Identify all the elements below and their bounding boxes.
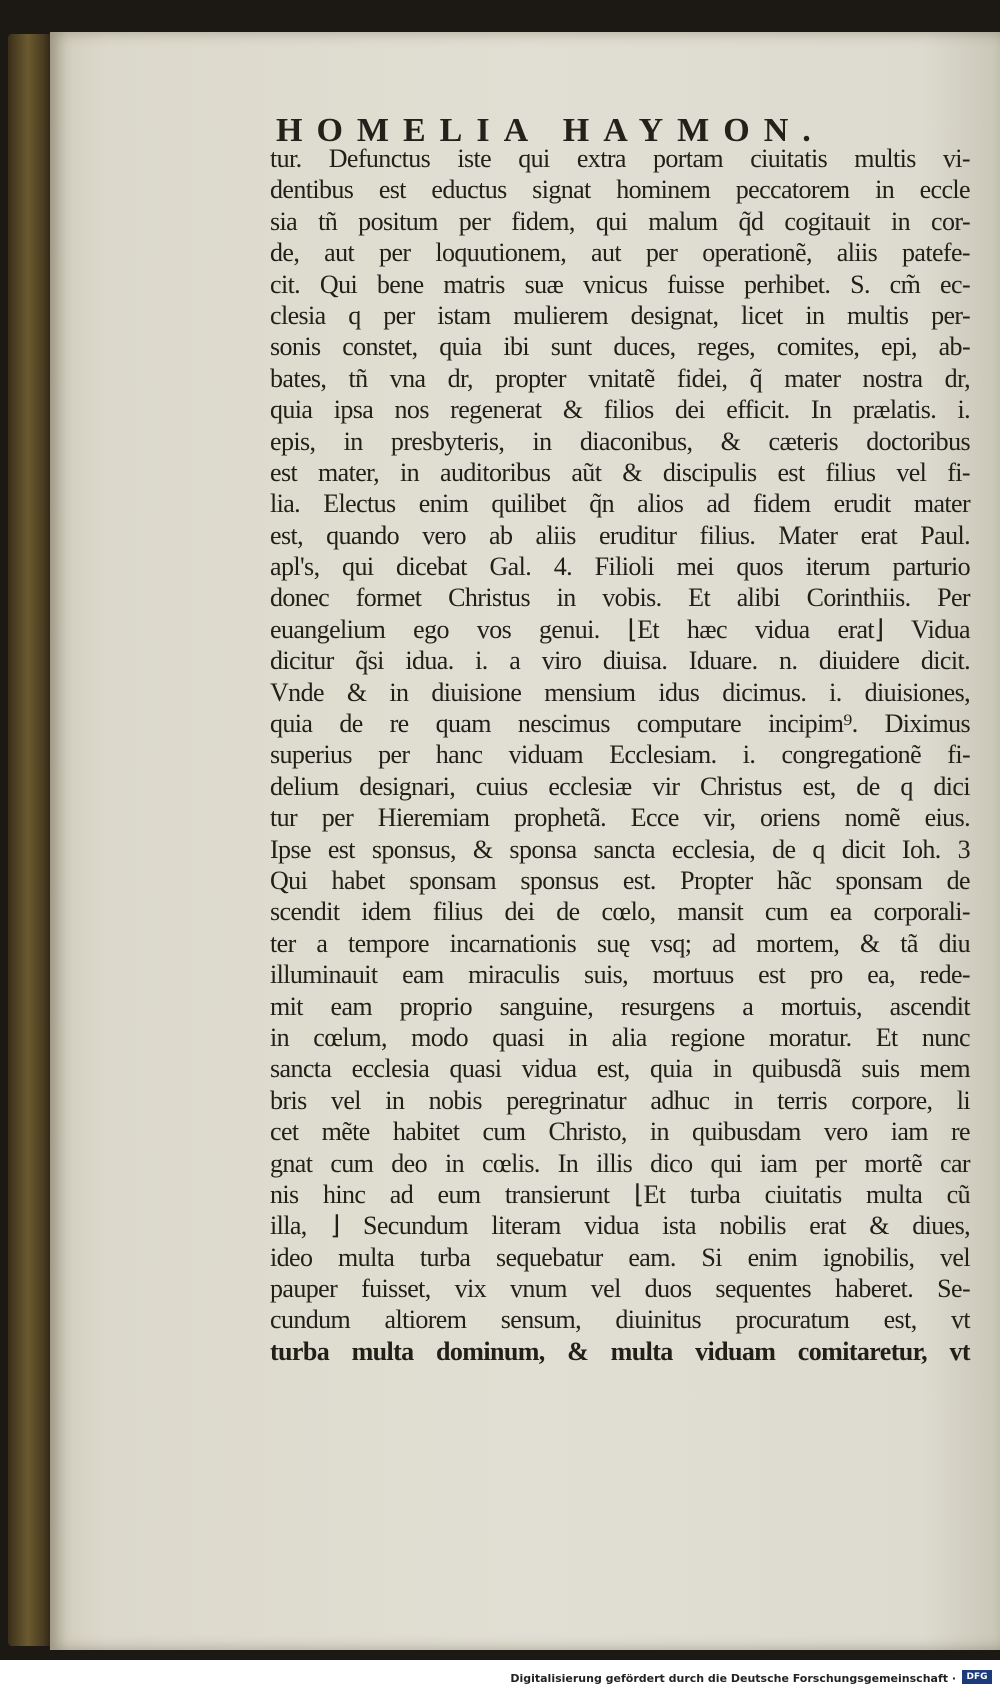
text-line: illuminauit eam miraculis suis, mortuus est pro ea, rede-: [270, 960, 970, 990]
text-line: tur. Defunctus iste qui extra portam ciuitatis multis vi-: [270, 144, 970, 173]
text-line: pauper fuisset, vix vnum vel duos sequentes haberet. Se-: [270, 1274, 970, 1304]
text-line: euangelium ego vos genui. ⌊Et hæc vidua erat⌋ Vidua: [270, 614, 970, 644]
text-line: Qui habet sponsam sponsus est. Propter hãc sponsam de: [270, 865, 970, 895]
dfg-logo: DFG: [962, 1670, 992, 1684]
text-line: tur per Hieremiam prophetã. Ecce vir, oriens nomẽ eius.: [270, 803, 970, 833]
text-line: de, aut per loquutionem, aut per operationẽ, aliis patefe-: [270, 238, 970, 268]
text-line: lia. Electus enim quilibet q̃n alios ad fidem erudit mater: [270, 489, 970, 519]
text-line: turba multa dominum, & multa viduam comitaretur, vt: [270, 1336, 970, 1366]
text-line: sia tñ positum per fidem, qui malum q̃d cogitauit in cor-: [270, 206, 970, 236]
text-line: ideo multa turba sequebatur eam. Si enim ignobilis, vel: [270, 1242, 970, 1272]
text-line: bris vel in nobis peregrinatur adhuc in terris corpore, li: [270, 1085, 970, 1115]
body-text: [270, 143, 970, 1367]
text-line: bates, tñ vna dr, propter vnitatẽ fidei, q̃ mater nostra dr,: [270, 363, 970, 393]
text-line: nis hinc ad eum transierunt ⌊Et turba ciuitatis multa cũ: [270, 1179, 970, 1209]
text-line: epis, in presbyteris, in diaconibus, & cæteris doctoribus: [270, 426, 970, 456]
text-line: mit eam proprio sanguine, resurgens a mortuis, ascendit: [270, 991, 970, 1021]
text-line: est, quando vero ab aliis eruditur filius. Mater erat Paul.: [270, 520, 970, 550]
text-line: scendit idem filius dei de cœlo, mansit cum ea corporali-: [270, 897, 970, 927]
text-line: donec formet Christus in vobis. Et alibi Corinthiis. Per: [270, 583, 970, 613]
text-line: gnat cum deo in cœlis. In illis dico qui iam per mortẽ car: [270, 1148, 970, 1178]
text-line: ter a tempore incarnationis suę vsq; ad mortem, & tã diu: [270, 928, 970, 958]
text-line: cundum altiorem sensum, diuinitus procuratum est, vt: [270, 1305, 970, 1335]
text-line: cet mẽte habitet cum Christo, in quibusdam vero iam re: [270, 1117, 970, 1147]
text-line: Ipse est sponsus, & sponsa sancta ecclesia, de q dicit Ioh. 3: [270, 834, 970, 864]
text-line: dicitur q̃si idua. i. a viro diuisa. Iduare. n. diuidere dicit.: [270, 646, 970, 676]
text-line: in cœlum, modo quasi in alia regione moratur. Et nunc: [270, 1022, 970, 1052]
running-header: HOMELIA HAYMON.: [276, 112, 825, 149]
digitization-credit: Digitalisierung gefördert durch die Deutsche Forschungsgemeinschaft ·: [510, 1672, 956, 1685]
text-line: dentibus est eductus signat hominem peccatorem in eccle: [270, 175, 970, 205]
text-line: Vnde & in diuisione mensium idus dicimus. i. diuisiones,: [270, 677, 970, 707]
text-line: clesia q per istam mulierem designat, licet in multis per-: [270, 300, 970, 330]
book-spine-edge: [8, 34, 52, 1646]
text-line: sancta ecclesia quasi vidua est, quia in quibusdã suis mem: [270, 1054, 970, 1084]
text-line: cit. Qui bene matris suæ vnicus fuisse perhibet. S. cm̃ ec-: [270, 269, 970, 299]
text-line: illa, ⌋ Secundum literam vidua ista nobilis erat & diues,: [270, 1211, 970, 1241]
text-line: quia de re quam nescimus computare incipim⁹. Diximus: [270, 709, 970, 739]
text-line: quia ipsa nos regenerat & filios dei efficit. In prælatis. i.: [270, 395, 970, 425]
text-line: delium designari, cuius ecclesiæ vir Christus est, de q dici: [270, 771, 970, 801]
text-line: est mater, in auditoribus aũt & discipulis est filius vel fi-: [270, 457, 970, 487]
text-line: sonis constet, quia ibi sunt duces, reges, comites, epi, ab-: [270, 332, 970, 362]
text-line: superius per hanc viduam Ecclesiam. i. congregationẽ fi-: [270, 740, 970, 770]
text-line: apl's, qui dicebat Gal. 4. Filioli mei quos iterum parturio: [270, 552, 970, 582]
